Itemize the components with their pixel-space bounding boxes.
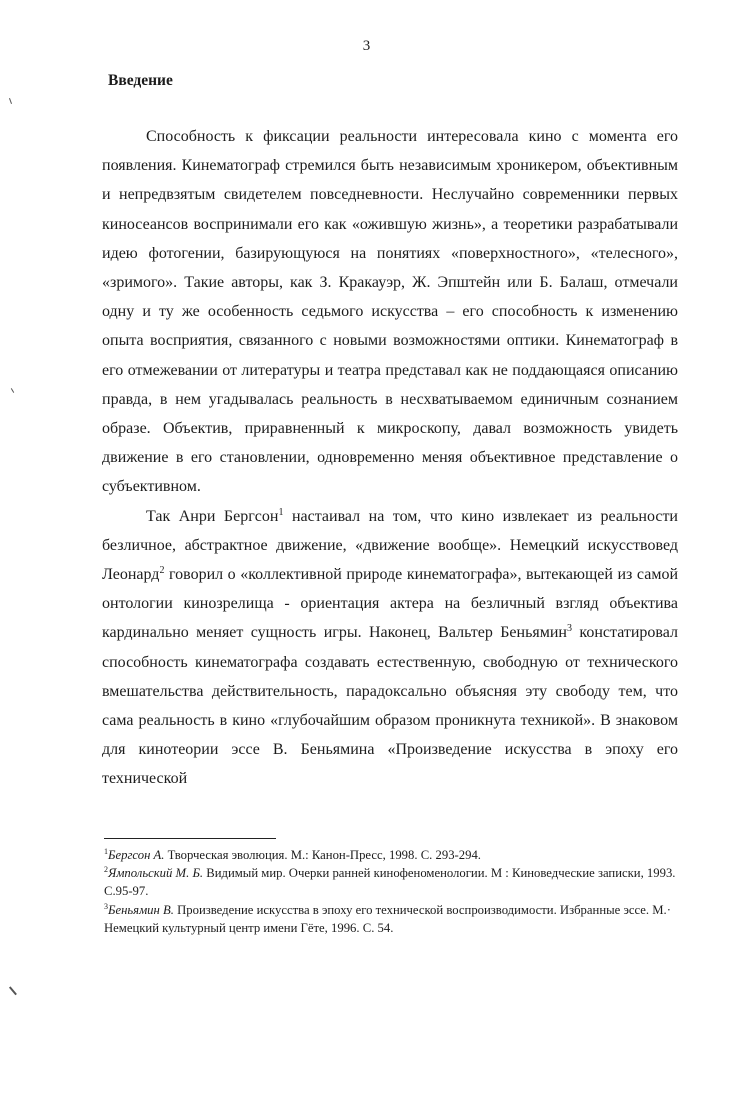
paragraph-text: Способность к фиксации реальности интересовала кино с момента его появления. Кинематограф стремился быть независимым хроникером, объективным и непредвзятым свидетелем повседневности. Неслучайно современники первых киносеансов воспринимали его как «ожившую жизнь», а теоретики разрабатывали идею фотогении, базирующуюся на понятиях «поверхностного», «телесного», «зримого». Такие авторы, как З. Кракауэр, Ж. Эпштейн или Б. Балаш, отмечали одну и ту же особенность седьмого искусства – его способность к изменению опыта восприятия, связанного с новыми возможностями оптики. Кинематограф в его отмежевании от литературы и театра представал как не поддающаяся описанию правда, в нем угадывалась реальность в несхватываемом единичным сознанием образе. Объектив, приравненный к микроскопу, давал возможность увидеть движение в его становлении, одновременно меняя объективное представление о субъективном. (102, 128, 678, 496)
paragraph-text: Так Анри Бергсон (146, 507, 279, 525)
footnote-number: 3 (104, 901, 108, 911)
paragraph-text: говорил о «коллективной природе кинематографа», вытекающей из самой онтологии кинозрелища - ориентация актера на безличный взгляд объектива кардинально меняет сущность игры. Наконец, Вальтер Беньямин (102, 566, 678, 642)
paragraph-text: констатировал способность кинематографа создавать естественную, свободную от технического вмешательства действительность, парадоксально объясняя эту свободу тем, что сама реальность в кино «глубочайшим образом проникнута техникой». В знаковом для кинотеории эссе В. Беньямина «Произведение искусства в эпоху его технической (102, 624, 679, 788)
footnote-ref-1[interactable]: 1 (278, 506, 284, 518)
footnote-author: Беньямин В. (108, 902, 174, 917)
footnote-number: 1 (104, 847, 108, 856)
paragraph-1 (102, 122, 678, 502)
footnote-1 (104, 846, 680, 864)
scan-mark (11, 388, 14, 393)
footnote-3 (104, 901, 680, 937)
footnote-text: Видимый мир. Очерки ранней кинофеноменологии. М : Киноведческие записки, 1993. С.95-97. (104, 866, 676, 899)
footnote-text: Произведение искусства в эпоху его технической воспроизводимости. Избранные эссе. М.· Немецкий культурный центр имени Гёте, 1996. С. 54. (104, 902, 671, 935)
section-heading: Введение (108, 72, 173, 89)
footnote-author: Ямпольский М. Б. (108, 866, 204, 881)
footnote-ref-3[interactable]: 3 (567, 623, 572, 635)
paragraph-2 (102, 502, 678, 794)
scan-mark (9, 98, 12, 104)
page-number: 3 (362, 38, 371, 54)
footnotes (104, 846, 680, 937)
body-text (102, 122, 678, 794)
footnote-2 (104, 864, 680, 900)
scan-mark (9, 987, 17, 996)
paragraph-text: настаивал на том, что кино извлекает из реальности безличное, абстрактное движение, «движение вообще». Немецкий искусствовед Леонард (102, 507, 678, 584)
footnote-number: 2 (104, 865, 108, 875)
footnote-separator (104, 838, 276, 839)
footnote-author: Бергсон А. (108, 848, 165, 862)
footnote-text: Творческая эволюция. М.: Канон-Пресс, 1998. С. 293-294. (164, 848, 481, 862)
footnote-ref-2[interactable]: 2 (159, 565, 165, 577)
